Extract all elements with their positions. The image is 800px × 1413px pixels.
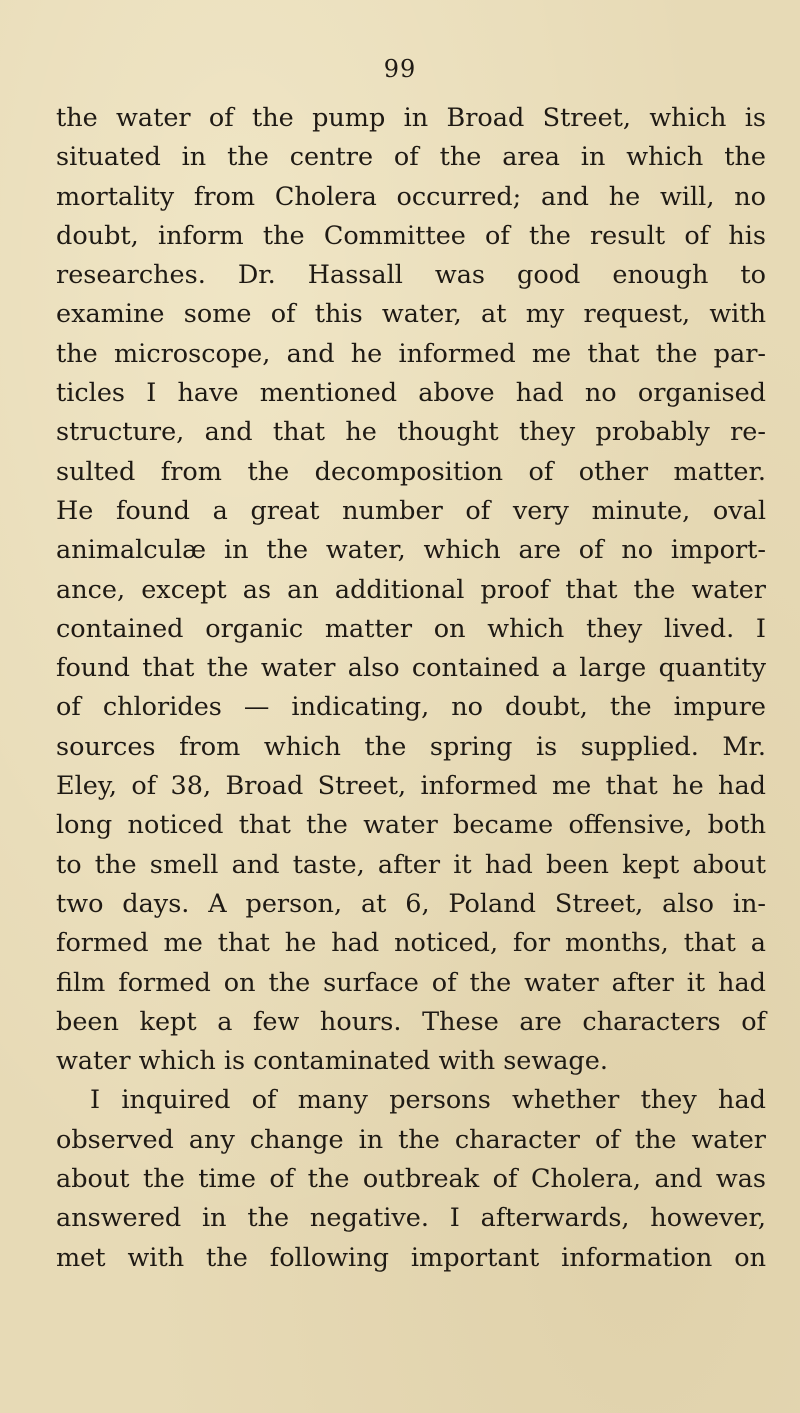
- text-line: of chlorides — indicating, no doubt, the impure: [56, 692, 766, 723]
- text-line: contained organic matter on which they lived. I: [56, 613, 766, 644]
- text-line: structure, and that he thought they probably re-: [56, 417, 766, 448]
- text-line: about the time of the outbreak of Cholera, and was: [56, 1164, 766, 1195]
- text-line: long noticed that the water became offensive, both: [56, 810, 766, 841]
- text-line: sources from which the spring is supplied. Mr.: [56, 731, 766, 762]
- text-line: the water of the pump in Broad Street, which is: [56, 103, 766, 133]
- text-line: to the smell and taste, after it had been kept about: [56, 849, 766, 880]
- text-line: the microscope, and he informed me that the par-: [56, 338, 766, 369]
- text-line: ticles I have mentioned above had no organised: [56, 378, 766, 409]
- text-line: observed any change in the character of the water: [56, 1124, 766, 1155]
- body-text: [56, 99, 766, 1278]
- text-line: examine some of this water, at my request, with: [56, 299, 766, 330]
- text-line: situated in the centre of the area in which the: [56, 142, 766, 173]
- text-line: formed me that he had noticed, for months, that a: [56, 928, 766, 959]
- page-number: 99: [383, 55, 417, 83]
- text-line: two days. A person, at 6, Poland Street, also in-: [56, 888, 766, 919]
- text-line: doubt, inform the Committee of the result of his: [56, 220, 766, 251]
- text-line: ance, except as an additional proof that the water: [56, 574, 766, 605]
- text-line: film formed on the surface of the water after it had: [56, 967, 766, 998]
- text-line: He found a great number of very minute, oval: [56, 495, 766, 526]
- text-line: researches. Dr. Hassall was good enough to: [56, 260, 766, 291]
- text-line: found that the water also contained a large quantity: [56, 653, 766, 684]
- text-line: been kept a few hours. These are characters of: [56, 1006, 766, 1037]
- text-line: I inquired of many persons whether they had: [90, 1085, 766, 1116]
- text-line: animalculæ in the water, which are of no import-: [56, 535, 766, 566]
- text-line: sulted from the decomposition of other matter.: [56, 456, 766, 487]
- text-line: mortality from Cholera occurred; and he will, no: [56, 181, 766, 212]
- text-line: answered in the negative. I afterwards, however,: [56, 1203, 766, 1234]
- text-line: water which is contaminated with sewage.: [56, 1046, 608, 1077]
- text-line: met with the following important information on: [56, 1242, 766, 1273]
- text-line: Eley, of 38, Broad Street, informed me that he had: [56, 771, 766, 802]
